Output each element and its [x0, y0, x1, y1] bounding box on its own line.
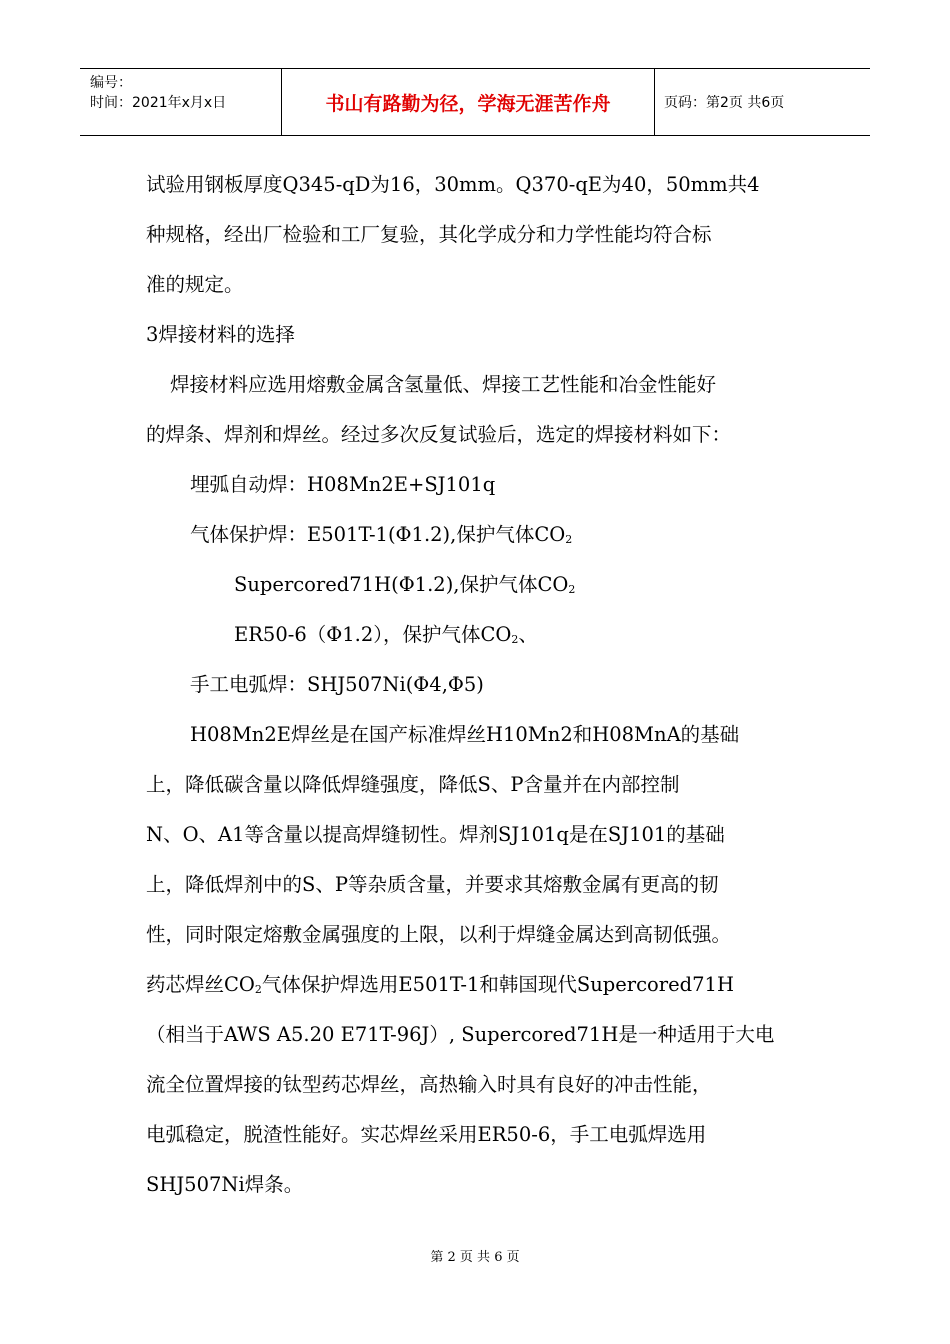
- text-line: 种规格，经出厂检验和工厂复验，其化学成分和力学性能均符合标: [146, 223, 712, 246]
- document-body: [146, 160, 816, 1210]
- material-text: Supercored71H(Φ1.2),保护气体CO: [234, 573, 569, 596]
- text-line: [146, 960, 816, 1010]
- text-part: 气体保护焊选用E501T-1和韩国现代Supercored71H: [261, 973, 734, 996]
- material-item: 埋弧自动焊：H08Mn2E+SJ101q: [190, 473, 496, 496]
- subscript: 2: [254, 983, 262, 996]
- material-item: [146, 510, 816, 560]
- text-line: N、O、A1等含量以提高焊缝韧性。焊剂SJ101q是在SJ101的基础: [146, 823, 725, 846]
- text-line: SHJ507Ni焊条。: [146, 1173, 304, 1196]
- text-line: 性，同时限定熔敷金属强度的上限，以利于焊缝金属达到高韧低强。: [146, 923, 732, 946]
- header-motto: 书山有路勤为径，学海无涯苦作舟: [325, 92, 611, 115]
- subscript: 2: [565, 533, 573, 546]
- text-part: 药芯焊丝CO: [146, 973, 255, 996]
- text-line: 的焊条、焊剂和焊丝。经过多次反复试验后，选定的焊接材料如下：: [146, 423, 732, 446]
- text-line: 流全位置焊接的钛型药芯焊丝，高热输入时具有良好的冲击性能，: [146, 1073, 712, 1096]
- page-footer: 第 2 页 共 6 页: [430, 1250, 520, 1265]
- text-line: 电弧稳定，脱渣性能好。实芯焊丝采用ER50-6，手工电弧焊选用: [146, 1123, 707, 1146]
- text-line: 上，降低碳含量以降低焊缝强度，降低S、P含量并在内部控制: [146, 773, 680, 796]
- text-line: 焊接材料应选用熔敷金属含氢量低、焊接工艺性能和冶金性能好: [170, 373, 717, 396]
- header-meta: [90, 73, 226, 113]
- page-header: [80, 68, 870, 136]
- header-page-info: 页码：第2页 共6页: [664, 95, 785, 111]
- material-text: 气体保护焊：E501T-1(Φ1.2),保护气体CO: [190, 523, 566, 546]
- subscript: 2: [568, 583, 576, 596]
- material-item: [146, 610, 816, 660]
- number-label: 编号：: [90, 75, 132, 91]
- text-line: （相当于AWS A5.20 E71T-96J）, Supercored71H是一种适用于大电: [146, 1023, 775, 1046]
- material-tail: 、: [518, 623, 538, 646]
- subscript: 2: [511, 633, 519, 646]
- time-label: 时间：2021年x月x日: [90, 95, 227, 111]
- section-heading: 3焊接材料的选择: [146, 323, 295, 346]
- material-text: ER50-6（Φ1.2），保护气体CO: [234, 623, 512, 646]
- text-line: 上，降低焊剂中的S、P等杂质含量，并要求其熔敷金属有更高的韧: [146, 873, 719, 896]
- header-divider: [654, 69, 655, 135]
- text-line: 试验用钢板厚度Q345-qD为16，30mm。Q370-qE为40，50mm共4: [146, 173, 760, 196]
- text-line: 准的规定。: [146, 273, 244, 296]
- material-item: 手工电弧焊：SHJ507Ni(Φ4,Φ5): [190, 673, 484, 696]
- text-line: H08Mn2E焊丝是在国产标准焊丝H10Mn2和H08MnA的基础: [190, 723, 740, 746]
- material-item: [146, 560, 816, 610]
